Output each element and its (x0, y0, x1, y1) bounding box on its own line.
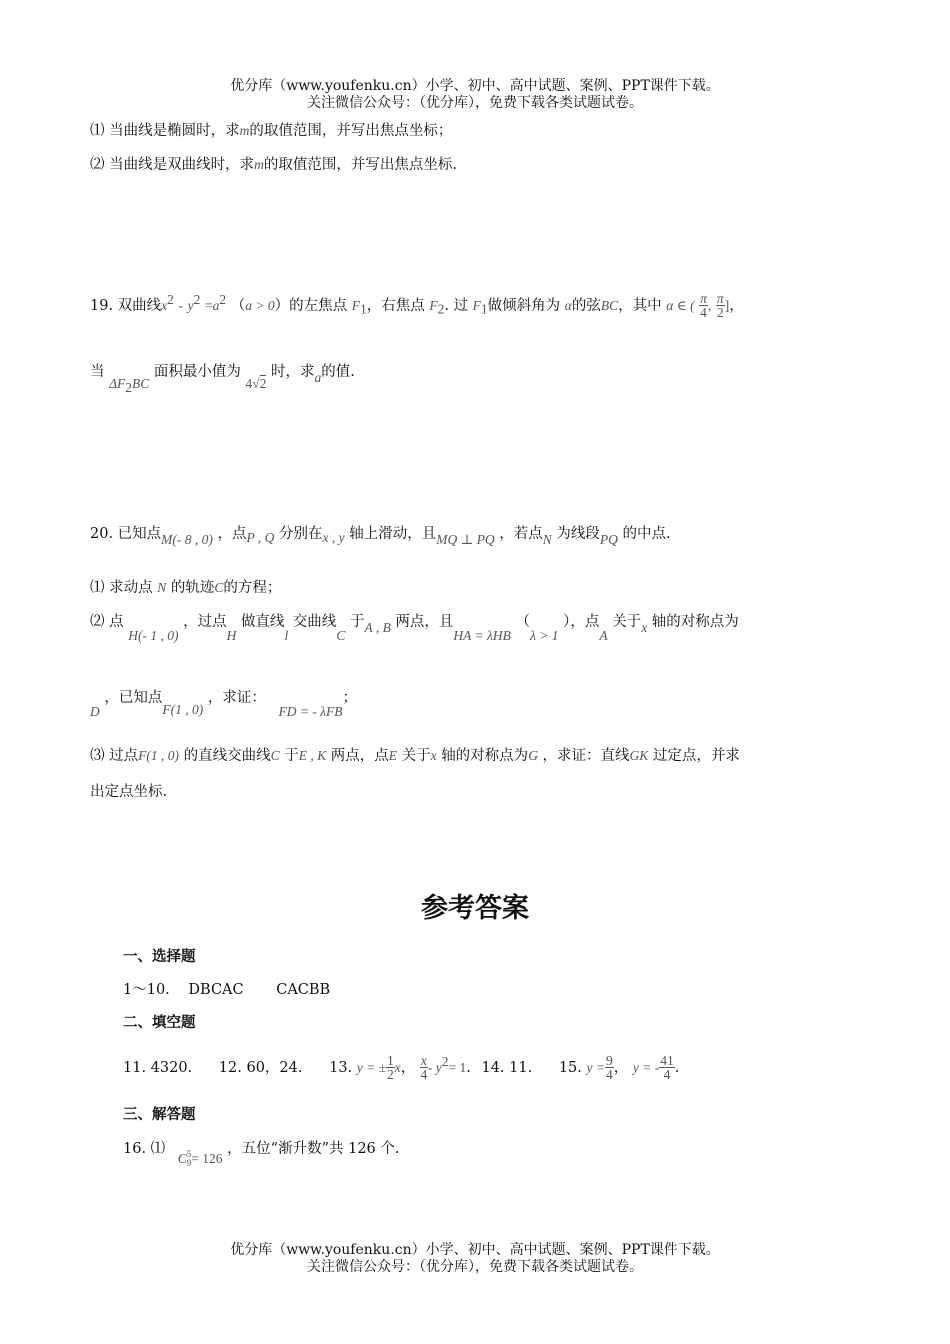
section-fill-heading: 二、填空题 (123, 1015, 196, 1031)
q20-part-3-line-2: 出定点坐标. (90, 784, 168, 800)
q19-line-1: 19. 双曲线$x^2 - y^2 =a^2$ （a > 0）的左焦点 $F_1$，右焦点 $F_2$. 过 $F_1$做倾斜角为 α的弦BC，其中 α ∈ ( $\frac{\pi}{4}$ , $\frac{\pi}{2}$ ]， (90, 291, 744, 321)
q20-part-2-line-2: D ，已知点F(1 , 0) ，求证： FD = - λFB； (90, 690, 358, 719)
footer-line-1: 优分库（www.youfenku.cn）小学、初中、高中试题、案例、PPT课件下载。 (230, 1242, 720, 1258)
q19-line-2: 当 $\Delta F_2BC$ 面积最小值为 4√2 时，求a的值. (90, 364, 355, 395)
header-line-1: 优分库（www.youfenku.cn）小学、初中、高中试题、案例、PPT课件下载。 (230, 78, 720, 94)
q20-part-1: ⑴ 求动点 N 的轨迹C的方程； (90, 580, 282, 596)
answers-title: 参考答案 (421, 893, 529, 924)
q20-stem: 20. 已知点M(- 8 , 0) ，点P , Q 分别在x , y 轴上滑动，且MQ ⊥ PQ ，若点N 为线段PQ 的中点. (90, 526, 671, 547)
header-line-2: 关注微信公众号：（优分库），免费下载各类试题试卷。 (307, 95, 643, 111)
q18-part-2: ⑵ 当曲线是双曲线时，求m的取值范围，并写出焦点坐标. (90, 157, 457, 173)
q20-part-2-line-1: ⑵ 点 H(- 1 , 0) ，过点H 做直线l 交曲线C 于A , B 两点，且HA = λHB （λ > 1 ），点A 关于x 轴的对称点为 (90, 614, 739, 643)
fill-answers: 11. 4320. 12. 60，24. 13. y = ± $\frac{1}{2}$ x， $\frac{x}{4}$ - $y^2= 1$. 14. 11. 15. y = $\frac{9}{4}$ ， y = - $\frac{41}{4}$ . (123, 1053, 680, 1083)
footer-line-2: 关注微信公众号：（优分库），免费下载各类试题试卷。 (307, 1259, 643, 1275)
q20-part-3-line-1: ⑶ 过点F(1 , 0) 的直线交曲线C 于E , K 两点，点E 关于x 轴的对称点为G ，求证：直线GK 过定点，并求 (90, 748, 740, 764)
q16-answer: 16. ⑴ C 5 9 = 126 ，五位“渐升数”共 126 个. (123, 1141, 400, 1168)
section-choice-heading: 一、选择题 (123, 949, 196, 965)
choice-answers: 1～10. DBCAC CACBB (123, 982, 331, 998)
q18-part-1: ⑴ 当曲线是椭圆时，求m的取值范围，并写出焦点坐标； (90, 123, 453, 139)
section-solution-heading: 三、解答题 (123, 1107, 196, 1123)
